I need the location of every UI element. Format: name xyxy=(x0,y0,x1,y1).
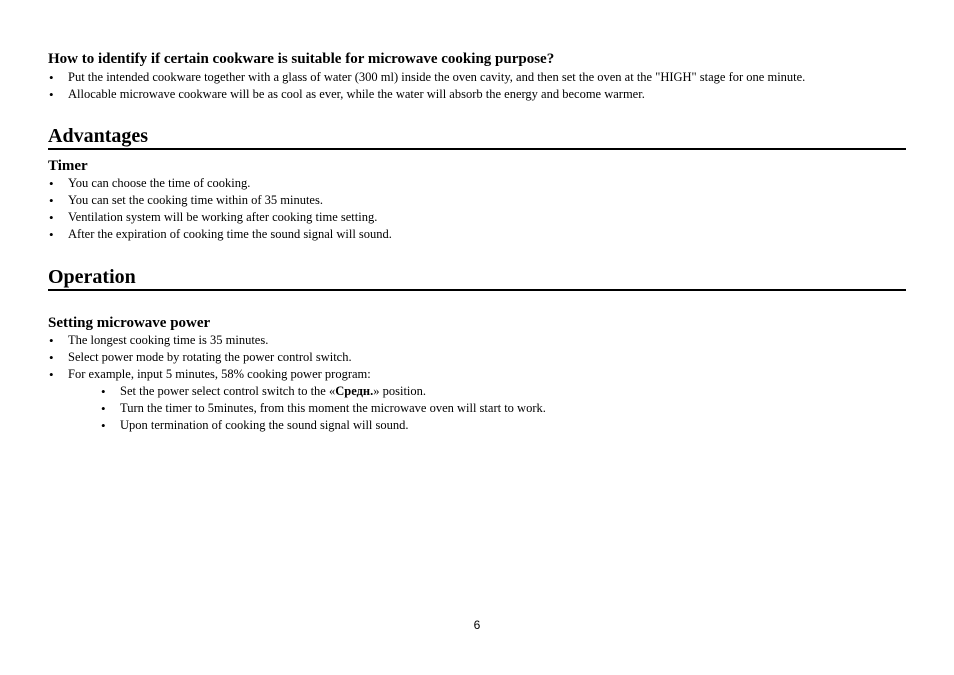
list-item xyxy=(100,383,906,400)
list-item: • Put the intended cookware together with a glass of water (300 ml) inside the oven cavity, and then set the oven at the "HIGH" stage for one minute. xyxy=(48,69,906,86)
document-page xyxy=(48,50,906,434)
operation-section xyxy=(48,266,906,434)
list-item: • Allocable microwave cookware will be as cool as ever, while the water will absorb the energy and become warmer. xyxy=(48,86,906,103)
list-item: • The longest cooking time is 35 minutes. xyxy=(48,332,906,349)
timer-heading: Timer xyxy=(48,158,88,174)
example-steps-list xyxy=(48,383,906,434)
list-item: • After the expiration of cooking time the sound signal will sound. xyxy=(48,226,906,243)
page-number: 6 xyxy=(473,618,481,632)
advantages-title: Advantages xyxy=(48,125,906,150)
list-item: • For example, input 5 minutes, 58% cooking power program: xyxy=(48,366,906,383)
cookware-question-heading: How to identify if certain cookware is suitable for microwave cooking purpose? xyxy=(48,51,555,67)
setting-power-list xyxy=(48,332,906,383)
list-item: • Upon termination of cooking the sound signal will sound. xyxy=(100,417,906,434)
power-level-label: Средн. xyxy=(335,384,374,398)
step-text-prefix: Set the power select control switch to the « xyxy=(120,384,336,398)
setting-power-heading: Setting microwave power xyxy=(48,315,211,331)
cookware-check-list xyxy=(48,69,906,103)
list-item: • Turn the timer to 5minutes, from this moment the microwave oven will start to work. xyxy=(100,400,906,417)
list-item: • Ventilation system will be working after cooking time setting. xyxy=(48,209,906,226)
advantages-section xyxy=(48,125,906,243)
cookware-check-section xyxy=(48,50,906,103)
list-item: • Select power mode by rotating the power control switch. xyxy=(48,349,906,366)
operation-title: Operation xyxy=(48,266,906,291)
timer-list xyxy=(48,175,906,243)
list-item: • You can set the cooking time within of 35 minutes. xyxy=(48,192,906,209)
list-item: • You can choose the time of cooking. xyxy=(48,175,906,192)
step-text-suffix: » position. xyxy=(373,384,427,398)
